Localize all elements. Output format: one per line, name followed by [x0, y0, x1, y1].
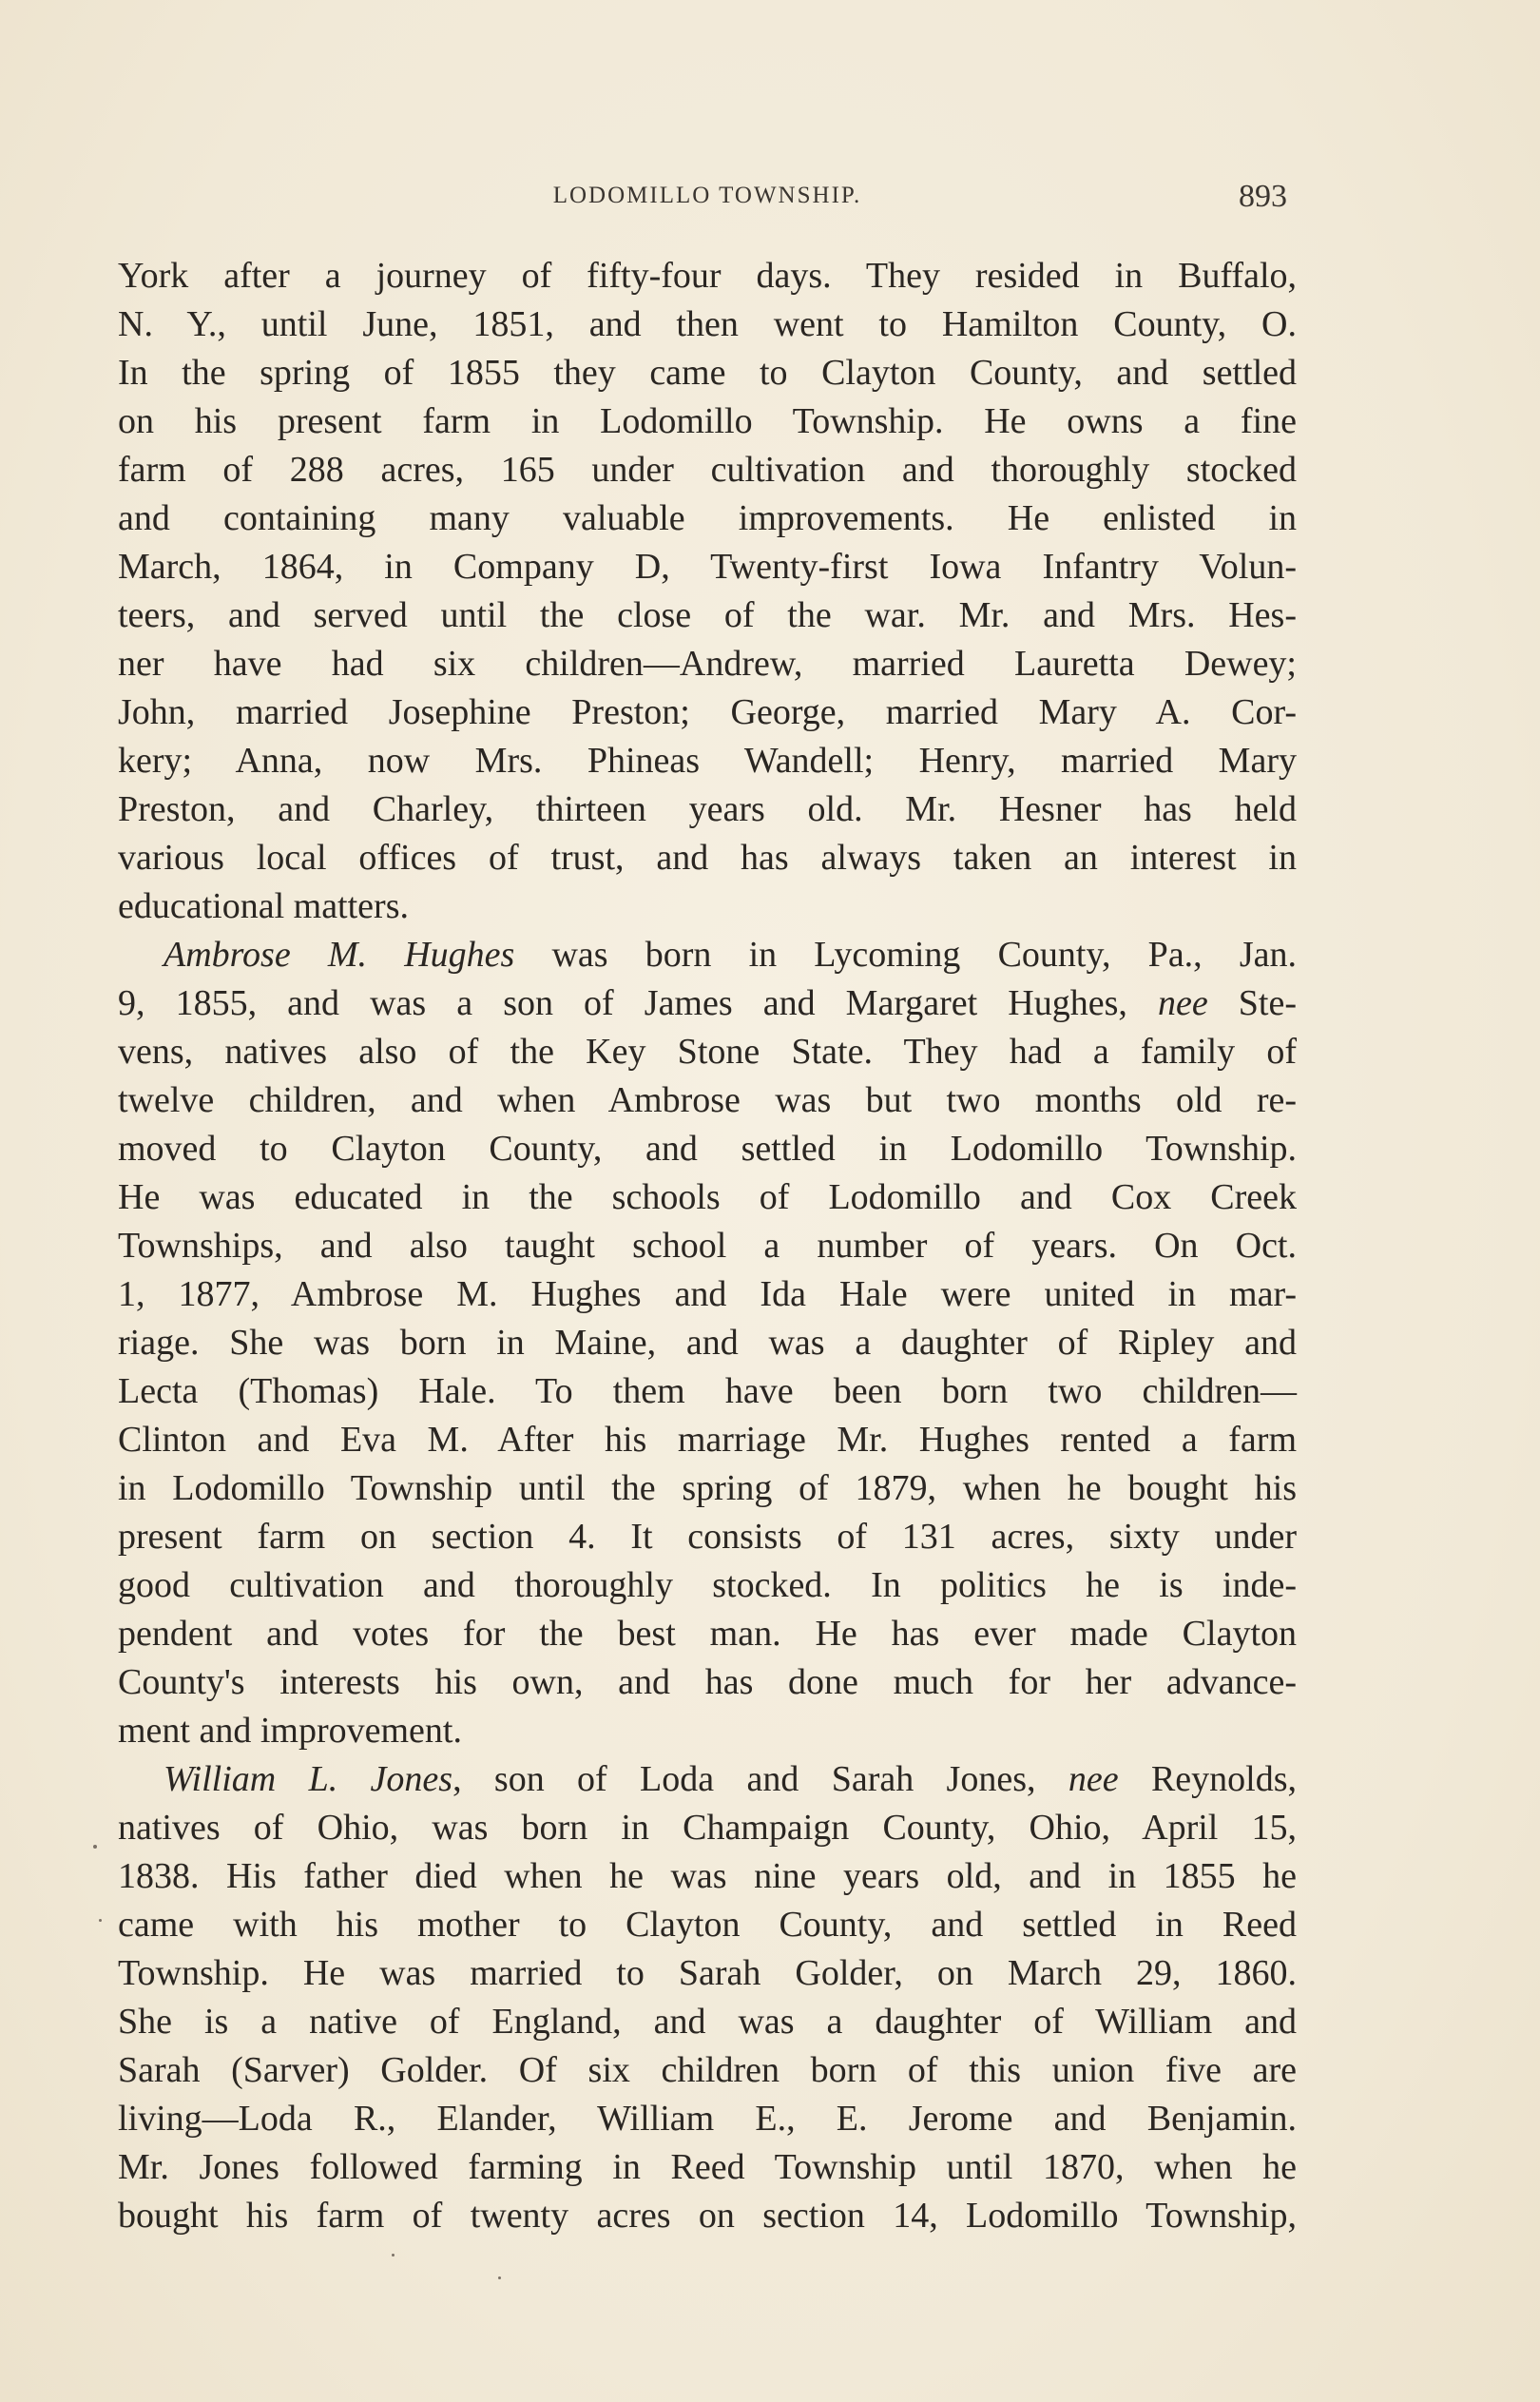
text-line: Townships, and also taught school a number of years. On Oct. [118, 1226, 1297, 1266]
text-line: Clinton and Eva M. After his marriage Mr. Hughes rented a farm [118, 1420, 1297, 1460]
paper-speck [99, 1919, 102, 1922]
text-line: farm of 288 acres, 165 under cultivation and thoroughly stocked [118, 450, 1297, 490]
text-line: Lecta (Thomas) Hale. To them have been born two children— [118, 1371, 1297, 1411]
page-number: 893 [1239, 179, 1287, 214]
text-run: Reynolds, [1118, 1759, 1297, 1799]
paper-speck [93, 1845, 97, 1849]
nee-word: nee [1068, 1759, 1119, 1799]
text-line: County's interests his own, and has done much for her advance- [118, 1662, 1297, 1702]
text-line: Preston, and Charley, thirteen years old. Mr. Hesner has held [118, 789, 1297, 829]
text-line: In the spring of 1855 they came to Clayton County, and settled [118, 353, 1297, 393]
person-name: William L. Jones [164, 1759, 453, 1799]
text-line: twelve children, and when Ambrose was but two months old re- [118, 1080, 1297, 1120]
text-line: vens, natives also of the Key Stone State. They had a family of [118, 1032, 1297, 1072]
text-line: Sarah (Sarver) Golder. Of six children born of this union five are [118, 2050, 1297, 2090]
text-line: good cultivation and thoroughly stocked. In politics he is inde- [118, 1565, 1297, 1605]
text-line: living—Loda R., Elander, William E., E. Jerome and Benjamin. [118, 2099, 1297, 2139]
text-line [118, 979, 1297, 1028]
text-line: on his present farm in Lodomillo Township. He owns a fine [118, 401, 1297, 441]
text-line: Mr. Jones followed farming in Reed Township until 1870, when he [118, 2147, 1297, 2187]
text-line: natives of Ohio, was born in Champaign County, Ohio, April 15, [118, 1808, 1297, 1848]
text-line: He was educated in the schools of Lodomillo and Cox Creek [118, 1177, 1297, 1217]
body-text [118, 252, 1297, 2240]
nee-word: nee [1157, 983, 1208, 1023]
text-line: York after a journey of fifty-four days. They resided in Buffalo, [118, 256, 1297, 296]
paragraph-first-line [118, 931, 1297, 979]
text-line: various local offices of trust, and has always taken an interest in [118, 838, 1297, 878]
text-line: and containing many valuable improvements. He enlisted in [118, 498, 1297, 538]
text-run: was born in Lycoming County, Pa., Jan. [514, 935, 1298, 975]
text-line: in Lodomillo Township until the spring of 1879, when he bought his [118, 1468, 1297, 1508]
text-line: March, 1864, in Company D, Twenty-first Iowa Infantry Volun- [118, 547, 1297, 587]
text-line: came with his mother to Clayton County, and settled in Reed [118, 1905, 1297, 1945]
paper-speck [392, 2254, 395, 2257]
running-head [118, 179, 1297, 221]
text-line: ner have had six children—Andrew, married Lauretta Dewey; [118, 644, 1297, 684]
text-line: Township. He was married to Sarah Golder, on March 29, 1860. [118, 1953, 1297, 1993]
text-line: teers, and served until the close of the war. Mr. and Mrs. Hes- [118, 595, 1297, 635]
paragraph-first-line [118, 1755, 1297, 1804]
text-line: N. Y., until June, 1851, and then went to Hamilton County, O. [118, 304, 1297, 344]
text-line: moved to Clayton County, and settled in Lodomillo Township. [118, 1129, 1297, 1169]
person-name: Ambrose M. Hughes [164, 935, 515, 975]
text-line: ment and improvement. [118, 1711, 462, 1751]
text-line: present farm on section 4. It consists of 131 acres, sixty under [118, 1517, 1297, 1557]
text-run: , son of Loda and Sarah Jones, [452, 1759, 1068, 1799]
text-line: riage. She was born in Maine, and was a daughter of Ripley and [118, 1323, 1297, 1363]
text-line: kery; Anna, now Mrs. Phineas Wandell; Henry, married Mary [118, 741, 1297, 781]
running-title: LODOMILLO TOWNSHIP. [552, 183, 862, 208]
text-run: 9, 1855, and was a son of James and Margaret Hughes, [118, 983, 1158, 1023]
text-line: 1, 1877, Ambrose M. Hughes and Ida Hale were united in mar- [118, 1274, 1297, 1314]
text-line: 1838. His father died when he was nine years old, and in 1855 he [118, 1856, 1297, 1896]
text-line: educational matters. [118, 886, 409, 926]
paper-speck [498, 2276, 501, 2279]
text-line: She is a native of England, and was a daughter of William and [118, 2002, 1297, 2042]
text-line: bought his farm of twenty acres on section 14, Lodomillo Township, [118, 2196, 1297, 2236]
text-line: John, married Josephine Preston; George, married Mary A. Cor- [118, 692, 1297, 732]
text-line: pendent and votes for the best man. He has ever made Clayton [118, 1614, 1297, 1654]
text-run: Ste- [1207, 983, 1298, 1023]
